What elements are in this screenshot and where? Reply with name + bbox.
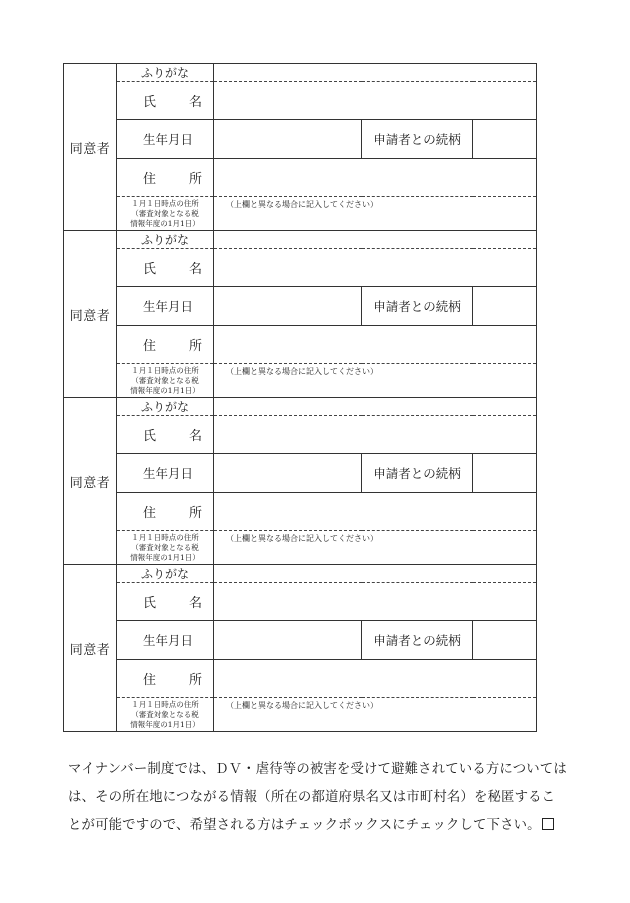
jan1-address-input-cell[interactable] <box>214 364 537 398</box>
name-input-cell[interactable] <box>214 583 537 621</box>
birthdate-input-cell[interactable] <box>214 120 362 159</box>
birthdate-label: 生年月日 <box>117 621 214 660</box>
jan1-address-input-cell[interactable] <box>214 197 537 231</box>
birthdate-label: 生年月日 <box>117 287 214 326</box>
notice-line-3: とが可能ですので、希望される方はチェックボックスにチェックして下さい。 <box>68 818 541 833</box>
block-4-birth-row <box>64 621 537 660</box>
consenter-label: 同意者 <box>64 231 117 398</box>
furigana-label: ふりがな <box>117 398 214 416</box>
block-3-address-row <box>64 493 537 531</box>
jan1-address-note: （上欄と異なる場合に記入してください） <box>226 200 378 209</box>
confidentiality-checkbox[interactable] <box>542 818 554 830</box>
block-1-address-row <box>64 159 537 197</box>
birthdate-input-cell[interactable] <box>214 621 362 660</box>
address-label: 住 所 <box>117 159 214 197</box>
jan1-address-label: １月１日時点の住所 （審査対象となる税 情報年度の1月1日） <box>117 531 214 565</box>
birthdate-input-cell[interactable] <box>214 287 362 326</box>
relationship-input-cell[interactable] <box>473 287 537 326</box>
relationship-input-cell[interactable] <box>473 454 537 493</box>
jan1-address-note: （上欄と異なる場合に記入してください） <box>226 701 378 710</box>
notice-line-2: は、その所在地につながる情報（所在の都道府県名又は市町村名）を秘匿するこ <box>68 790 556 805</box>
address-input-cell[interactable] <box>214 660 537 698</box>
block-2-furigana-row <box>64 231 537 249</box>
block-2-name-row <box>64 249 537 287</box>
furigana-label: ふりがな <box>117 64 214 82</box>
furigana-label: ふりがな <box>117 565 214 583</box>
block-4-name-row <box>64 583 537 621</box>
address-label: 住 所 <box>117 493 214 531</box>
name-label: 氏 名 <box>117 416 214 454</box>
block-1-name-row <box>64 82 537 120</box>
furigana-input-cell[interactable] <box>214 565 537 583</box>
block-3-name-row <box>64 416 537 454</box>
name-label: 氏 名 <box>117 82 214 120</box>
furigana-input-cell[interactable] <box>214 64 537 82</box>
block-1-jan1-address-row <box>64 197 537 231</box>
furigana-input-cell[interactable] <box>214 398 537 416</box>
relationship-input-cell[interactable] <box>473 621 537 660</box>
address-label: 住 所 <box>117 326 214 364</box>
block-3-furigana-row <box>64 398 537 416</box>
consenter-label: 同意者 <box>64 398 117 565</box>
name-input-cell[interactable] <box>214 249 537 287</box>
birthdate-label: 生年月日 <box>117 120 214 159</box>
relationship-label: 申請者との続柄 <box>362 454 473 493</box>
relationship-label: 申請者との続柄 <box>362 621 473 660</box>
name-input-cell[interactable] <box>214 82 537 120</box>
jan1-address-label: １月１日時点の住所 （審査対象となる税 情報年度の1月1日） <box>117 197 214 231</box>
block-3-birth-row <box>64 454 537 493</box>
block-3-jan1-address-row <box>64 531 537 565</box>
block-2-jan1-address-row <box>64 364 537 398</box>
relationship-label: 申請者との続柄 <box>362 287 473 326</box>
block-4-jan1-address-row <box>64 698 537 732</box>
block-1-birth-row <box>64 120 537 159</box>
block-2-birth-row <box>64 287 537 326</box>
jan1-address-label: １月１日時点の住所 （審査対象となる税 情報年度の1月1日） <box>117 364 214 398</box>
name-input-cell[interactable] <box>214 416 537 454</box>
jan1-address-note: （上欄と異なる場合に記入してください） <box>226 534 378 543</box>
consenter-label: 同意者 <box>64 64 117 231</box>
dv-protection-notice <box>68 756 568 840</box>
furigana-label: ふりがな <box>117 231 214 249</box>
jan1-address-label: １月１日時点の住所 （審査対象となる税 情報年度の1月1日） <box>117 698 214 732</box>
birthdate-label: 生年月日 <box>117 454 214 493</box>
address-input-cell[interactable] <box>214 326 537 364</box>
block-1-furigana-row <box>64 64 537 82</box>
name-label: 氏 名 <box>117 583 214 621</box>
block-2-address-row <box>64 326 537 364</box>
address-input-cell[interactable] <box>214 159 537 197</box>
block-4-address-row <box>64 660 537 698</box>
name-label: 氏 名 <box>117 249 214 287</box>
relationship-input-cell[interactable] <box>473 120 537 159</box>
jan1-address-note: （上欄と異なる場合に記入してください） <box>226 367 378 376</box>
jan1-address-input-cell[interactable] <box>214 698 537 732</box>
furigana-input-cell[interactable] <box>214 231 537 249</box>
address-input-cell[interactable] <box>214 493 537 531</box>
notice-line-1: マイナンバー制度では、ＤＶ・虐待等の被害を受けて避難されている方については <box>68 762 567 777</box>
consent-form-table <box>63 63 537 732</box>
address-label: 住 所 <box>117 660 214 698</box>
birthdate-input-cell[interactable] <box>214 454 362 493</box>
jan1-address-input-cell[interactable] <box>214 531 537 565</box>
block-4-furigana-row <box>64 565 537 583</box>
consenter-label: 同意者 <box>64 565 117 732</box>
relationship-label: 申請者との続柄 <box>362 120 473 159</box>
